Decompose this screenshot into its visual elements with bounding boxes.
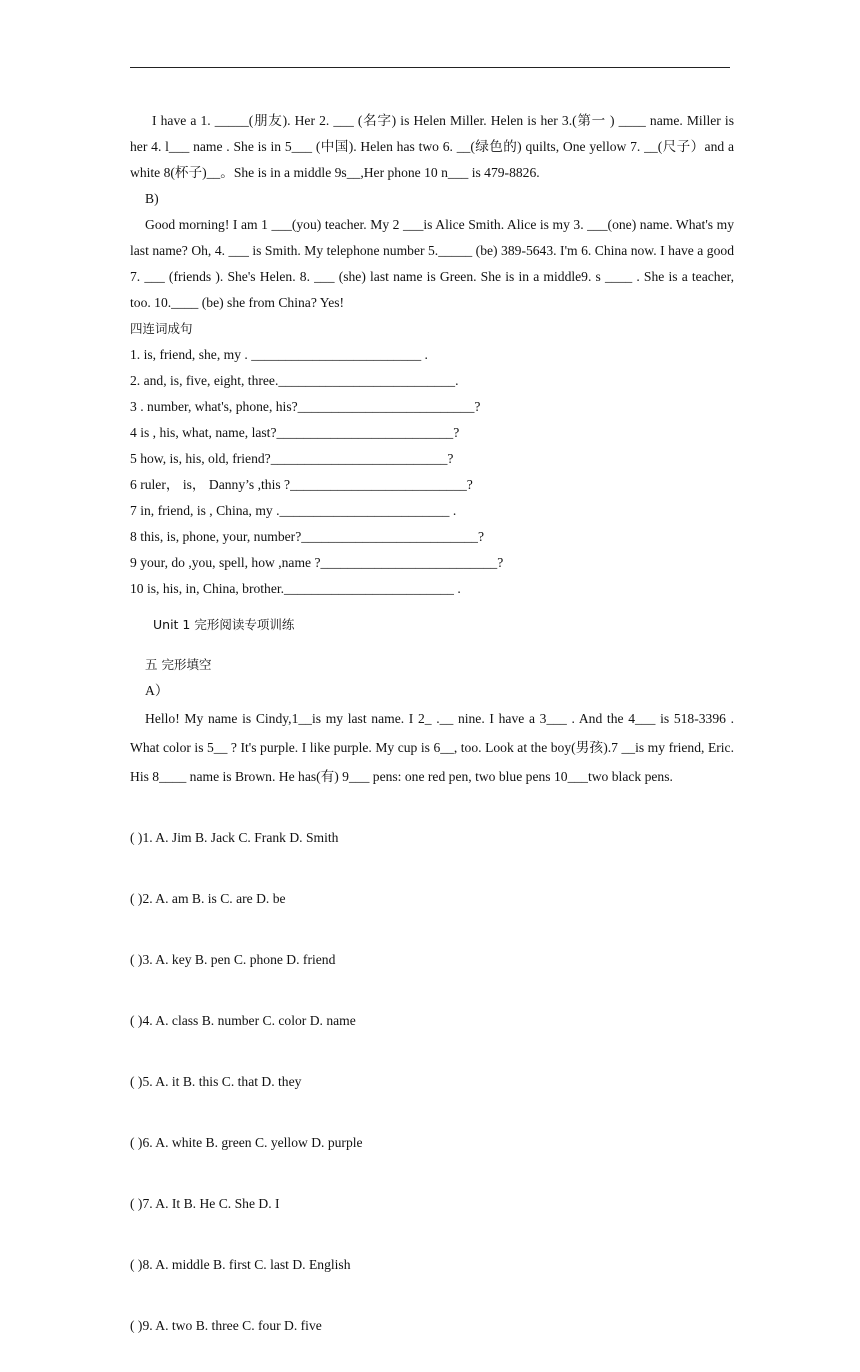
list-item: 5 how, is, his, old, friend?__________________________? [130,451,454,466]
list-item: 8 this, is, phone, your, number?__________________________? [130,529,484,544]
worksheet-page [130,108,734,1372]
section-a-paragraph: I have a 1. _____(朋友). Her 2. ___ (名字) is Helen Miller. Helen is her 3.(第一 ) ____ name. Miller is her 4. l___ name . She is in 5___ (中国). Helen has two 6. __(绿色的) quilts, One yellow 7. __(尺子）and a white 8(杯子)__。She is in a middle 9s__,Her phone 10 n___ is 479-8826. [130,113,734,180]
list-item: 1. is, friend, she, my . _________________________ . [130,347,428,362]
unit-title: Unit 1 完形阅读专项训练 [153,617,295,632]
list-item: ( )9. A. two B. three C. four D. five [130,1318,322,1333]
section-5-heading: 五 完形填空 [145,657,212,672]
section-b-paragraph: Good morning! I am 1 ___(you) teacher. My 2 ___is Alice Smith. Alice is my 3. ___(one) name. What's my last name? Oh, 4. ___ is Smith. My telephone number 5._____ (be) 389-5643. I'm 6. China now. I have a good 7. ___ (friends ). She's Helen. 8. ___ (she) last name is Green. She is in a middle9. s ____ . She is a teacher, too. 10.____ (be) she from China? Yes! [130,217,734,310]
list-item: ( )3. A. key B. pen C. phone D. friend [130,952,336,967]
list-item: ( )7. A. It B. He C. She D. I [130,1196,280,1211]
section-4-heading: 四连词成句 [130,321,193,336]
list-item: ( )5. A. it B. this C. that D. they [130,1074,302,1089]
section-5-label: A） [145,683,169,698]
list-item: ( )4. A. class B. number C. color D. name [130,1013,356,1028]
section-5-paragraph: Hello! My name is Cindy,1__is my last name. I 2_ .__ nine. I have a 3___ . And the 4___ is 518-3396 . What color is 5__ ? It's purple. I like purple. My cup is 6__, too. Look at the boy(男孩).7 __is my friend, Eric. His 8____ name is Brown. He has(有) 9___ pens: one red pen, two blue pens 10___two black pens. [130,711,734,784]
header-rule [130,67,730,68]
list-item: ( )2. A. am B. is C. are D. be [130,891,286,906]
list-item: 10 is, his, in, China, brother._________________________ . [130,581,461,596]
section-b-label: B) [145,191,159,206]
list-item: 2. and, is, five, eight, three.__________________________. [130,373,459,388]
list-item: 9 your, do ,you, spell, how ,name ?__________________________? [130,555,504,570]
list-item: ( )1. A. Jim B. Jack C. Frank D. Smith [130,830,339,845]
sentence-list [130,342,734,602]
list-item: 6 ruler， is， Danny’s ,this ?__________________________? [130,477,473,492]
option-list [130,791,734,1372]
list-item: ( )6. A. white B. green C. yellow D. purple [130,1135,363,1150]
list-item: ( )8. A. middle B. first C. last D. English [130,1257,351,1272]
list-item: 3 . number, what's, phone, his?__________________________? [130,399,481,414]
list-item: 4 is , his, what, name, last?__________________________? [130,425,460,440]
list-item: 7 in, friend, is , China, my ._________________________ . [130,503,457,518]
